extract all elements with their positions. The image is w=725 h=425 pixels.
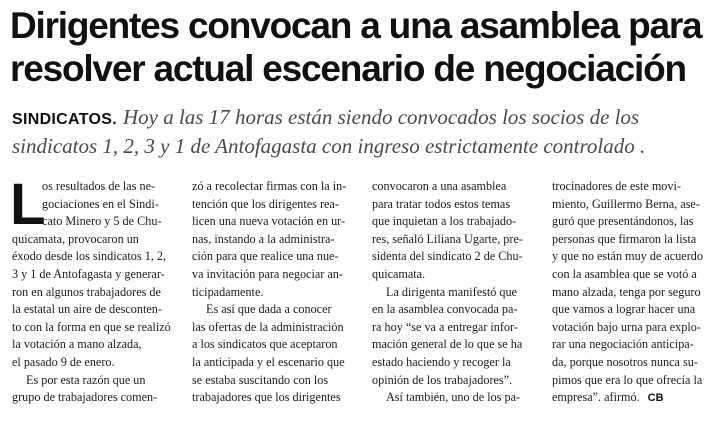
body-line: Es por esta razón que un bbox=[26, 372, 146, 387]
body-line: votación bajo urna para explo- bbox=[552, 319, 701, 334]
deck bbox=[12, 104, 718, 159]
body-line: se estaba suscitando con los bbox=[192, 372, 329, 387]
body-line: ron en algunos trabajadores de bbox=[12, 284, 161, 299]
body-line: y que no están muy de acuerdo bbox=[552, 249, 703, 264]
body-line: os resultados de las ne- bbox=[42, 179, 156, 193]
body-line: con la asamblea que se votó a bbox=[552, 266, 697, 281]
body-line: que inquietan a los trabajado- bbox=[372, 214, 517, 229]
body-line: el pasado 9 de enero. bbox=[12, 354, 115, 369]
dropcap-block bbox=[10, 172, 178, 237]
body-line: que vamos a lograr hacer una bbox=[552, 302, 696, 317]
body-line: a los sindicatos que aceptaron bbox=[192, 337, 338, 352]
body-line: trabajadores que los dirigentes bbox=[192, 390, 341, 405]
body-line: estado haciendo y recoger la bbox=[372, 354, 511, 369]
body-line: convocaron a una asamblea bbox=[372, 179, 507, 193]
body-line-text: empresa”. afirmó. bbox=[552, 390, 640, 405]
article-body bbox=[10, 172, 722, 423]
column-4 bbox=[552, 178, 718, 408]
body-line: ra hoy “se va a entregar infor- bbox=[372, 319, 518, 334]
headline-line-2: resolver actual escenario de negociación bbox=[10, 48, 686, 89]
body-line: zó a recolectar firmas con la in- bbox=[192, 179, 347, 193]
body-line: rar una negociación anticipa- bbox=[552, 337, 694, 352]
body-line: la estatal un aire de desconten- bbox=[12, 302, 162, 317]
body-line: cato Minero y 5 de Chu- bbox=[42, 214, 162, 229]
body-line-last bbox=[552, 389, 718, 408]
column-2 bbox=[192, 178, 358, 407]
column-1 bbox=[10, 172, 178, 407]
end-mark-icon: CB bbox=[647, 392, 664, 405]
body-line: va invitación para negociar an- bbox=[192, 266, 343, 281]
body-line: pimos que era lo que ofrecía la bbox=[552, 372, 703, 387]
body-line: tención que los dirigentes rea- bbox=[192, 196, 339, 211]
body-line: miento, Guillermo Berna, ase- bbox=[552, 196, 700, 211]
body-line: quicamata. bbox=[372, 266, 426, 281]
body-line: personas que firmaron la lista bbox=[552, 231, 697, 246]
headline-line-1: Dirigentes convocan a una asamblea para bbox=[10, 5, 702, 46]
body-line: to con la forma en que se realizó bbox=[12, 319, 171, 334]
body-line: gociaciones en el Sindi- bbox=[42, 196, 159, 211]
body-line: licen una nueva votación en ur- bbox=[192, 214, 346, 229]
body-line: quicamata, provocaron un bbox=[12, 231, 139, 246]
body-line: la anticipada y el escenario que bbox=[192, 354, 345, 369]
body-line: La dirigenta manifestó que bbox=[386, 284, 517, 299]
body-line: Así también, uno de los pa- bbox=[386, 390, 521, 405]
dropcap: L bbox=[10, 172, 46, 237]
body-line: da, porque nosotros nunca su- bbox=[552, 354, 698, 369]
section-tag: SINDICATOS. bbox=[12, 111, 117, 128]
body-line: guró que presentándonos, las bbox=[552, 214, 694, 229]
body-line: ción para que realice una nue- bbox=[192, 249, 339, 264]
body-line: mano alzada, tenga por seguro bbox=[552, 284, 701, 299]
body-line: en la asamblea convocada pa- bbox=[372, 302, 518, 317]
body-line: sidenta del sindicato 2 de Chu- bbox=[372, 249, 523, 264]
body-line: éxodo desde los sindicatos 1, 2, bbox=[12, 249, 167, 264]
body-line: mación general de lo que se ha bbox=[372, 337, 523, 352]
body-line: la votación a mano alzada, bbox=[12, 337, 142, 352]
body-line: las ofertas de la administración bbox=[192, 319, 344, 334]
body-line: opinión de los trabajadores”. bbox=[372, 372, 513, 387]
body-line: grupo de trabajadores comen- bbox=[12, 390, 158, 405]
headline bbox=[10, 4, 722, 90]
body-line: Es así que dada a conocer bbox=[206, 302, 332, 317]
body-line: para tratar todos estos temas bbox=[372, 196, 511, 211]
body-line: trocinadores de este movi- bbox=[552, 179, 681, 193]
deck-text-1: Hoy a las 17 horas están siendo convocados los socios de los bbox=[122, 105, 640, 129]
body-line: 3 y 1 de Antofagasta y generar- bbox=[12, 266, 165, 281]
body-line: nas, instando a la administra- bbox=[192, 231, 335, 246]
body-line: res, señaló Liliana Ugarte, pre- bbox=[372, 231, 523, 246]
deck-line-2: sindicatos 1, 2, 3 y 1 de Antofagasta con ingreso estrictamente controlado . bbox=[12, 134, 646, 158]
body-line: ticipadamente. bbox=[192, 284, 264, 299]
column-3 bbox=[372, 178, 538, 407]
deck-line-1 bbox=[12, 104, 718, 133]
